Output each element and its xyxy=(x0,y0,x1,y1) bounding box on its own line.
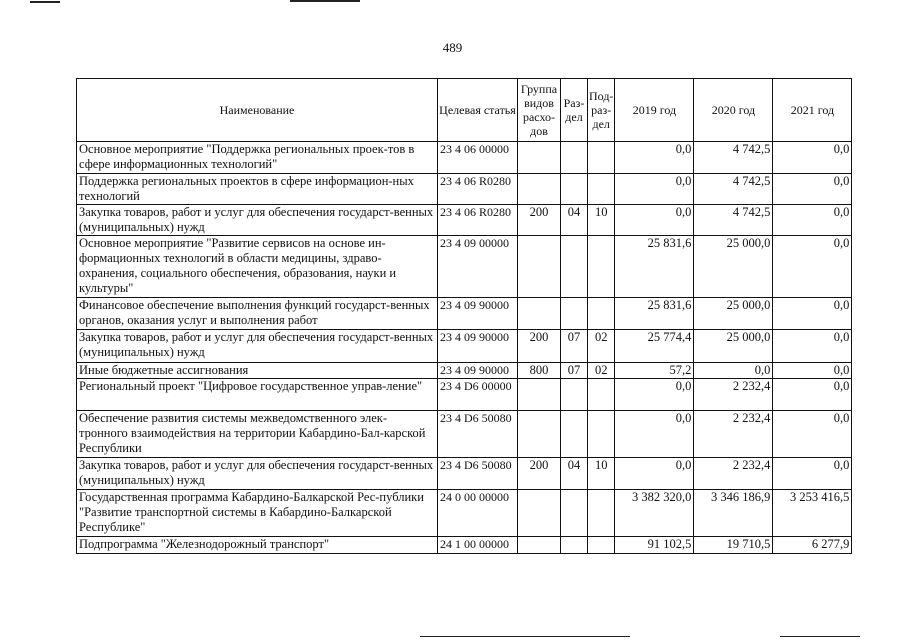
row-expense-group xyxy=(518,298,561,330)
row-value-2020: 25 000,0 xyxy=(694,330,773,363)
row-subsection xyxy=(588,298,615,330)
row-value-2020: 2 232,4 xyxy=(694,379,773,411)
row-value-2019: 25 831,6 xyxy=(615,236,694,298)
row-value-2019: 0,0 xyxy=(615,142,694,174)
row-value-2019: 25 831,6 xyxy=(615,298,694,330)
row-value-2020: 2 232,4 xyxy=(694,411,773,458)
row-value-2021: 0,0 xyxy=(773,363,852,379)
row-value-2019: 25 774,4 xyxy=(615,330,694,363)
row-name: Подпрограмма "Железнодорожный транспорт" xyxy=(77,537,438,554)
row-target-article: 23 4 09 00000 xyxy=(438,236,518,298)
row-value-2019: 0,0 xyxy=(615,174,694,205)
row-value-2021: 3 253 416,5 xyxy=(773,490,852,537)
header-2020: 2020 год xyxy=(694,79,773,142)
row-value-2021: 0,0 xyxy=(773,411,852,458)
row-section xyxy=(561,236,588,298)
table-row xyxy=(77,236,852,298)
row-target-article: 23 4 D6 50080 xyxy=(438,411,518,458)
row-section xyxy=(561,379,588,411)
row-value-2020: 3 346 186,9 xyxy=(694,490,773,537)
row-expense-group: 200 xyxy=(518,458,561,490)
row-value-2021: 0,0 xyxy=(773,142,852,174)
row-target-article: 23 4 D6 50080 xyxy=(438,458,518,490)
table-row xyxy=(77,205,852,236)
table-row xyxy=(77,490,852,537)
row-target-article: 24 1 00 00000 xyxy=(438,537,518,554)
row-section xyxy=(561,537,588,554)
row-value-2021: 6 277,9 xyxy=(773,537,852,554)
row-name: Региональный проект "Цифровое государственное управ-ление" xyxy=(77,379,438,411)
row-section xyxy=(561,174,588,205)
row-name: Основное мероприятие "Развитие сервисов на основе ин-формационных технологий в области медицины, здраво-охранения, социального обеспечения, образования, науки и культуры" xyxy=(77,236,438,298)
row-subsection xyxy=(588,490,615,537)
row-value-2019: 91 102,5 xyxy=(615,537,694,554)
row-expense-group: 200 xyxy=(518,205,561,236)
row-value-2020: 4 742,5 xyxy=(694,205,773,236)
row-value-2021: 0,0 xyxy=(773,458,852,490)
row-value-2020: 2 232,4 xyxy=(694,458,773,490)
row-value-2021: 0,0 xyxy=(773,174,852,205)
row-value-2021: 0,0 xyxy=(773,379,852,411)
scan-mark-top-left xyxy=(30,1,60,3)
row-subsection xyxy=(588,236,615,298)
row-target-article: 24 0 00 00000 xyxy=(438,490,518,537)
row-value-2019: 0,0 xyxy=(615,205,694,236)
row-expense-group xyxy=(518,236,561,298)
header-2021: 2021 год xyxy=(773,79,852,142)
row-section: 07 xyxy=(561,330,588,363)
header-2019: 2019 год xyxy=(615,79,694,142)
row-value-2019: 57,2 xyxy=(615,363,694,379)
row-name: Закупка товаров, работ и услуг для обеспечения государст-венных (муниципальных) нужд xyxy=(77,205,438,236)
row-subsection xyxy=(588,174,615,205)
row-value-2021: 0,0 xyxy=(773,298,852,330)
row-name: Основное мероприятие "Поддержка региональных проек-тов в сфере информационных технологий" xyxy=(77,142,438,174)
header-name: Наименование xyxy=(77,79,438,142)
table-row xyxy=(77,174,852,205)
page-number: 489 xyxy=(442,40,463,55)
row-name: Закупка товаров, работ и услуг для обеспечения государст-венных (муниципальных) нужд xyxy=(77,330,438,363)
scan-mark-bottom-center xyxy=(420,636,630,637)
row-section: 04 xyxy=(561,205,588,236)
row-value-2021: 0,0 xyxy=(773,236,852,298)
table-row xyxy=(77,537,852,554)
scan-mark-top-center xyxy=(290,0,360,2)
row-subsection xyxy=(588,537,615,554)
row-expense-group xyxy=(518,537,561,554)
row-value-2021: 0,0 xyxy=(773,330,852,363)
header-target-article: Целевая статья xyxy=(438,79,518,142)
row-section: 04 xyxy=(561,458,588,490)
table-row xyxy=(77,298,852,330)
row-name: Иные бюджетные ассигнования xyxy=(77,363,438,379)
table-row xyxy=(77,330,852,363)
row-target-article: 23 4 09 90000 xyxy=(438,330,518,363)
row-target-article: 23 4 06 R0280 xyxy=(438,205,518,236)
row-subsection xyxy=(588,142,615,174)
row-name: Финансовое обеспечение выполнения функций государст-венных органов, оказания услуг и выполнения работ xyxy=(77,298,438,330)
header-expense-group: Группа видов расхо-дов xyxy=(518,79,561,142)
row-expense-group xyxy=(518,411,561,458)
row-target-article: 23 4 09 90000 xyxy=(438,363,518,379)
row-value-2019: 0,0 xyxy=(615,411,694,458)
row-subsection xyxy=(588,411,615,458)
row-subsection: 10 xyxy=(588,205,615,236)
row-subsection: 02 xyxy=(588,330,615,363)
table-row xyxy=(77,379,852,411)
row-section: 07 xyxy=(561,363,588,379)
row-value-2020: 4 742,5 xyxy=(694,174,773,205)
budget-table xyxy=(76,78,852,554)
row-name: Поддержка региональных проектов в сфере информацион-ных технологий xyxy=(77,174,438,205)
row-expense-group xyxy=(518,174,561,205)
row-expense-group: 800 xyxy=(518,363,561,379)
table-row xyxy=(77,411,852,458)
row-subsection: 10 xyxy=(588,458,615,490)
table-header-row xyxy=(77,79,852,142)
row-value-2021: 0,0 xyxy=(773,205,852,236)
row-name: Государственная программа Кабардино-Балкарской Рес-публики "Развитие транспортной системы в Кабардино-Балкарской Республике" xyxy=(77,490,438,537)
row-name: Закупка товаров, работ и услуг для обеспечения государст-венных (муниципальных) нужд xyxy=(77,458,438,490)
header-section: Раз-дел xyxy=(561,79,588,142)
row-value-2019: 0,0 xyxy=(615,379,694,411)
row-target-article: 23 4 09 90000 xyxy=(438,298,518,330)
row-value-2019: 0,0 xyxy=(615,458,694,490)
row-value-2020: 25 000,0 xyxy=(694,236,773,298)
row-section xyxy=(561,411,588,458)
header-subsection: Под-раз-дел xyxy=(588,79,615,142)
table-body xyxy=(77,142,852,554)
row-name: Обеспечение развития системы межведомственного элек-тронного взаимодействия на территории Кабардино-Бал-карской Республики xyxy=(77,411,438,458)
row-expense-group xyxy=(518,142,561,174)
row-value-2020: 0,0 xyxy=(694,363,773,379)
row-expense-group: 200 xyxy=(518,330,561,363)
row-expense-group xyxy=(518,490,561,537)
row-value-2020: 4 742,5 xyxy=(694,142,773,174)
scan-mark-bottom-right xyxy=(780,636,860,637)
row-value-2019: 3 382 320,0 xyxy=(615,490,694,537)
table-row xyxy=(77,458,852,490)
row-section xyxy=(561,490,588,537)
row-section xyxy=(561,298,588,330)
row-subsection: 02 xyxy=(588,363,615,379)
row-expense-group xyxy=(518,379,561,411)
table-row xyxy=(77,142,852,174)
row-value-2020: 25 000,0 xyxy=(694,298,773,330)
table-row xyxy=(77,363,852,379)
row-section xyxy=(561,142,588,174)
row-target-article: 23 4 D6 00000 xyxy=(438,379,518,411)
row-target-article: 23 4 06 R0280 xyxy=(438,174,518,205)
row-subsection xyxy=(588,379,615,411)
row-target-article: 23 4 06 00000 xyxy=(438,142,518,174)
row-value-2020: 19 710,5 xyxy=(694,537,773,554)
